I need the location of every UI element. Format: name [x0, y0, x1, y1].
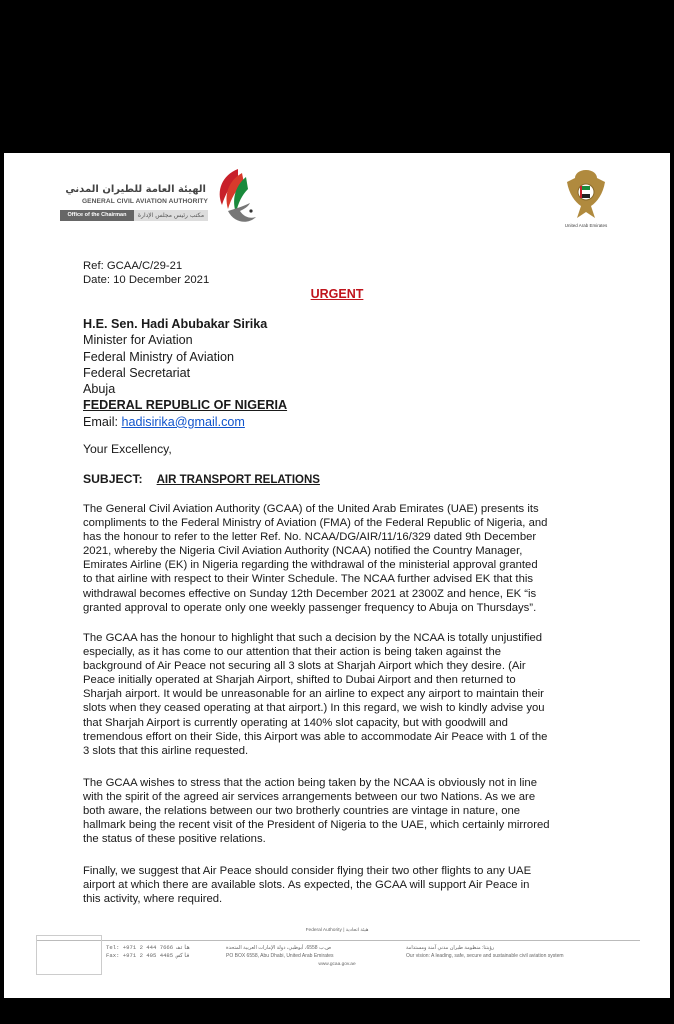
letter-date: Date: 10 December 2021	[83, 274, 210, 286]
paragraph-line: the status of these positive relations.	[83, 833, 266, 846]
paragraph-line: to that airline with respect to their Winter Schedule. The NCAA further advised EK that this	[83, 573, 534, 586]
footer-website[interactable]: www.gcaa.gov.ae	[318, 962, 356, 967]
paragraph-line: background of Air Peace not securing all 3 slots at Sharjah Airport which they desire. (Air	[83, 660, 526, 673]
footer-logo-mark-icon	[36, 935, 102, 975]
paragraph-line: Sharjah airport. It would be unreasonable for an airline to expect any airport to maintain their	[83, 688, 544, 701]
urgent-label: URGENT	[310, 287, 364, 301]
office-banner	[60, 210, 208, 221]
paragraph-line: airport at which there are available slots. As expected, the GCAA will support Air Peace in	[83, 879, 530, 892]
paragraph-line: The GCAA has the honour to highlight that such a decision by the NCAA is totally unjustified	[83, 632, 543, 644]
footer-federal-authority: Federal Authority | هيئة اتحادية	[305, 928, 369, 933]
paragraph-4	[83, 864, 595, 906]
footer-contact	[106, 944, 190, 960]
subject-label: SUBJECT:	[83, 472, 143, 486]
footer-tel: Tel: +971 2 444 7666 هاتف	[106, 944, 190, 951]
footer-address	[226, 944, 334, 960]
footer-po-en: PO BOX 6558, Abu Dhabi, United Arab Emirates	[226, 953, 334, 959]
paragraph-line: compliments to the Federal Ministry of Aviation (FMA) of the Federal Republic of Nigeria, and	[83, 517, 548, 530]
paragraph-line: The General Civil Aviation Authority (GCAA) of the United Arab Emirates (UAE) presents its	[83, 503, 539, 515]
recipient-email-line	[83, 414, 287, 430]
footer-fax: Fax: +971 2 405 4485 فاكس	[106, 952, 190, 959]
recipient-name: H.E. Sen. Hadi Abubakar Sirika	[83, 317, 268, 331]
email-link[interactable]: hadisirika@gmail.com	[121, 414, 245, 429]
gcaa-arabic-title: الهيئة العامة للطيران المدني	[65, 184, 206, 195]
footer-divider	[36, 940, 640, 941]
paragraph-3	[83, 776, 595, 846]
recipient-city: Abuja	[83, 382, 116, 397]
salutation: Your Excellency,	[83, 442, 172, 456]
recipient-office: Federal Secretariat	[83, 365, 191, 380]
office-en-label: Office of the Chairman	[60, 210, 134, 221]
paragraph-line: slots when they ceased operating at that airport.) In this regard, we wish to kindly advise you	[83, 702, 545, 715]
recipient-country: FEDERAL REPUBLIC OF NIGERIA	[83, 398, 288, 413]
paragraph-line: with the spirit of the agreed air services arrangements between our two Nations. As we are	[83, 791, 536, 804]
paragraph-2	[83, 631, 595, 758]
recipient-ministry: Federal Ministry of Aviation	[83, 349, 234, 364]
gcaa-english-title: GENERAL CIVIL AVIATION AUTHORITY	[81, 198, 208, 205]
paragraph-line: both aware, the relations between our two brotherly countries are vintage in nature, one	[83, 805, 521, 818]
recipient-title: Minister for Aviation	[83, 333, 193, 348]
footer-vision-en: Our vision: A leading, safe, secure and sustainable civil aviation system	[406, 953, 564, 959]
email-label: Email:	[83, 414, 122, 429]
paragraph-line: Emirates Airline (EK) in Nigeria regarding the withdrawal of the ministerial approval granted	[83, 559, 538, 572]
paragraph-line: granted approval to operate only one weekly passenger frequency to Abuja on Thursdays”.	[83, 601, 537, 614]
emblem-caption: United Arab Emirates	[564, 223, 608, 228]
subject-value: AIR TRANSPORT RELATIONS	[156, 474, 320, 486]
paragraph-line: 2021, whereby the Nigeria Civil Aviation Authority (NCAA) notified the Country Manager,	[83, 545, 523, 558]
reference-number: Ref: GCAA/C/29-21	[83, 260, 183, 272]
paragraph-line: this activity, where required.	[83, 893, 223, 906]
paragraph-line: 3 slots that this airline requested.	[83, 744, 249, 757]
footer-vision	[406, 944, 564, 960]
paragraph-line: that Sharjah Airport is currently operating at 140% slot capacity, but with goodwill and	[83, 716, 508, 729]
paragraph-line: withdrawal becomes effective on Sunday 12th December 2021 at 2300Z and hence, EK “is	[83, 587, 537, 600]
paragraph-line: tremendous effort on their Side, this Airport was able to accommodate Air Peace with 1 of the	[83, 730, 548, 743]
uae-emblem-icon	[561, 166, 611, 222]
paragraph-line: Finally, we suggest that Air Peace should consider flying their two other flights to any UAE	[83, 865, 532, 877]
paragraph-1	[83, 502, 595, 615]
footer-po-ar: ص.ب 6558، أبوظبي، دولة الإمارات العربية المتحدة	[226, 945, 332, 951]
paragraph-line: hallmark being the recent visit of the President of Nigeria to the UAE, which certainly mirrored	[83, 819, 550, 832]
subject-line	[83, 472, 320, 486]
paragraph-line: especially, as it has come to our attention that their action is being taken against the	[83, 646, 502, 659]
footer-vision-ar: رؤيتنا: منظومة طيران مدني آمنة ومستدامة	[406, 945, 495, 951]
office-ar-label: مكتب رئيس مجلس الإدارة	[134, 210, 208, 221]
recipient-address	[83, 316, 287, 430]
gcaa-falcon-logo-icon	[208, 165, 260, 227]
paragraph-line: The GCAA wishes to stress that the action being taken by the NCAA is obviously not in line	[83, 777, 537, 789]
paragraph-line: has the honour to refer to the letter Ref. No. NCAA/DG/AIR/11/16/329 dated 9th December	[83, 531, 537, 544]
paragraph-line: Peace initially operated at Sharjah Airport, shifted to Dubai Airport and then returned to	[83, 674, 516, 687]
